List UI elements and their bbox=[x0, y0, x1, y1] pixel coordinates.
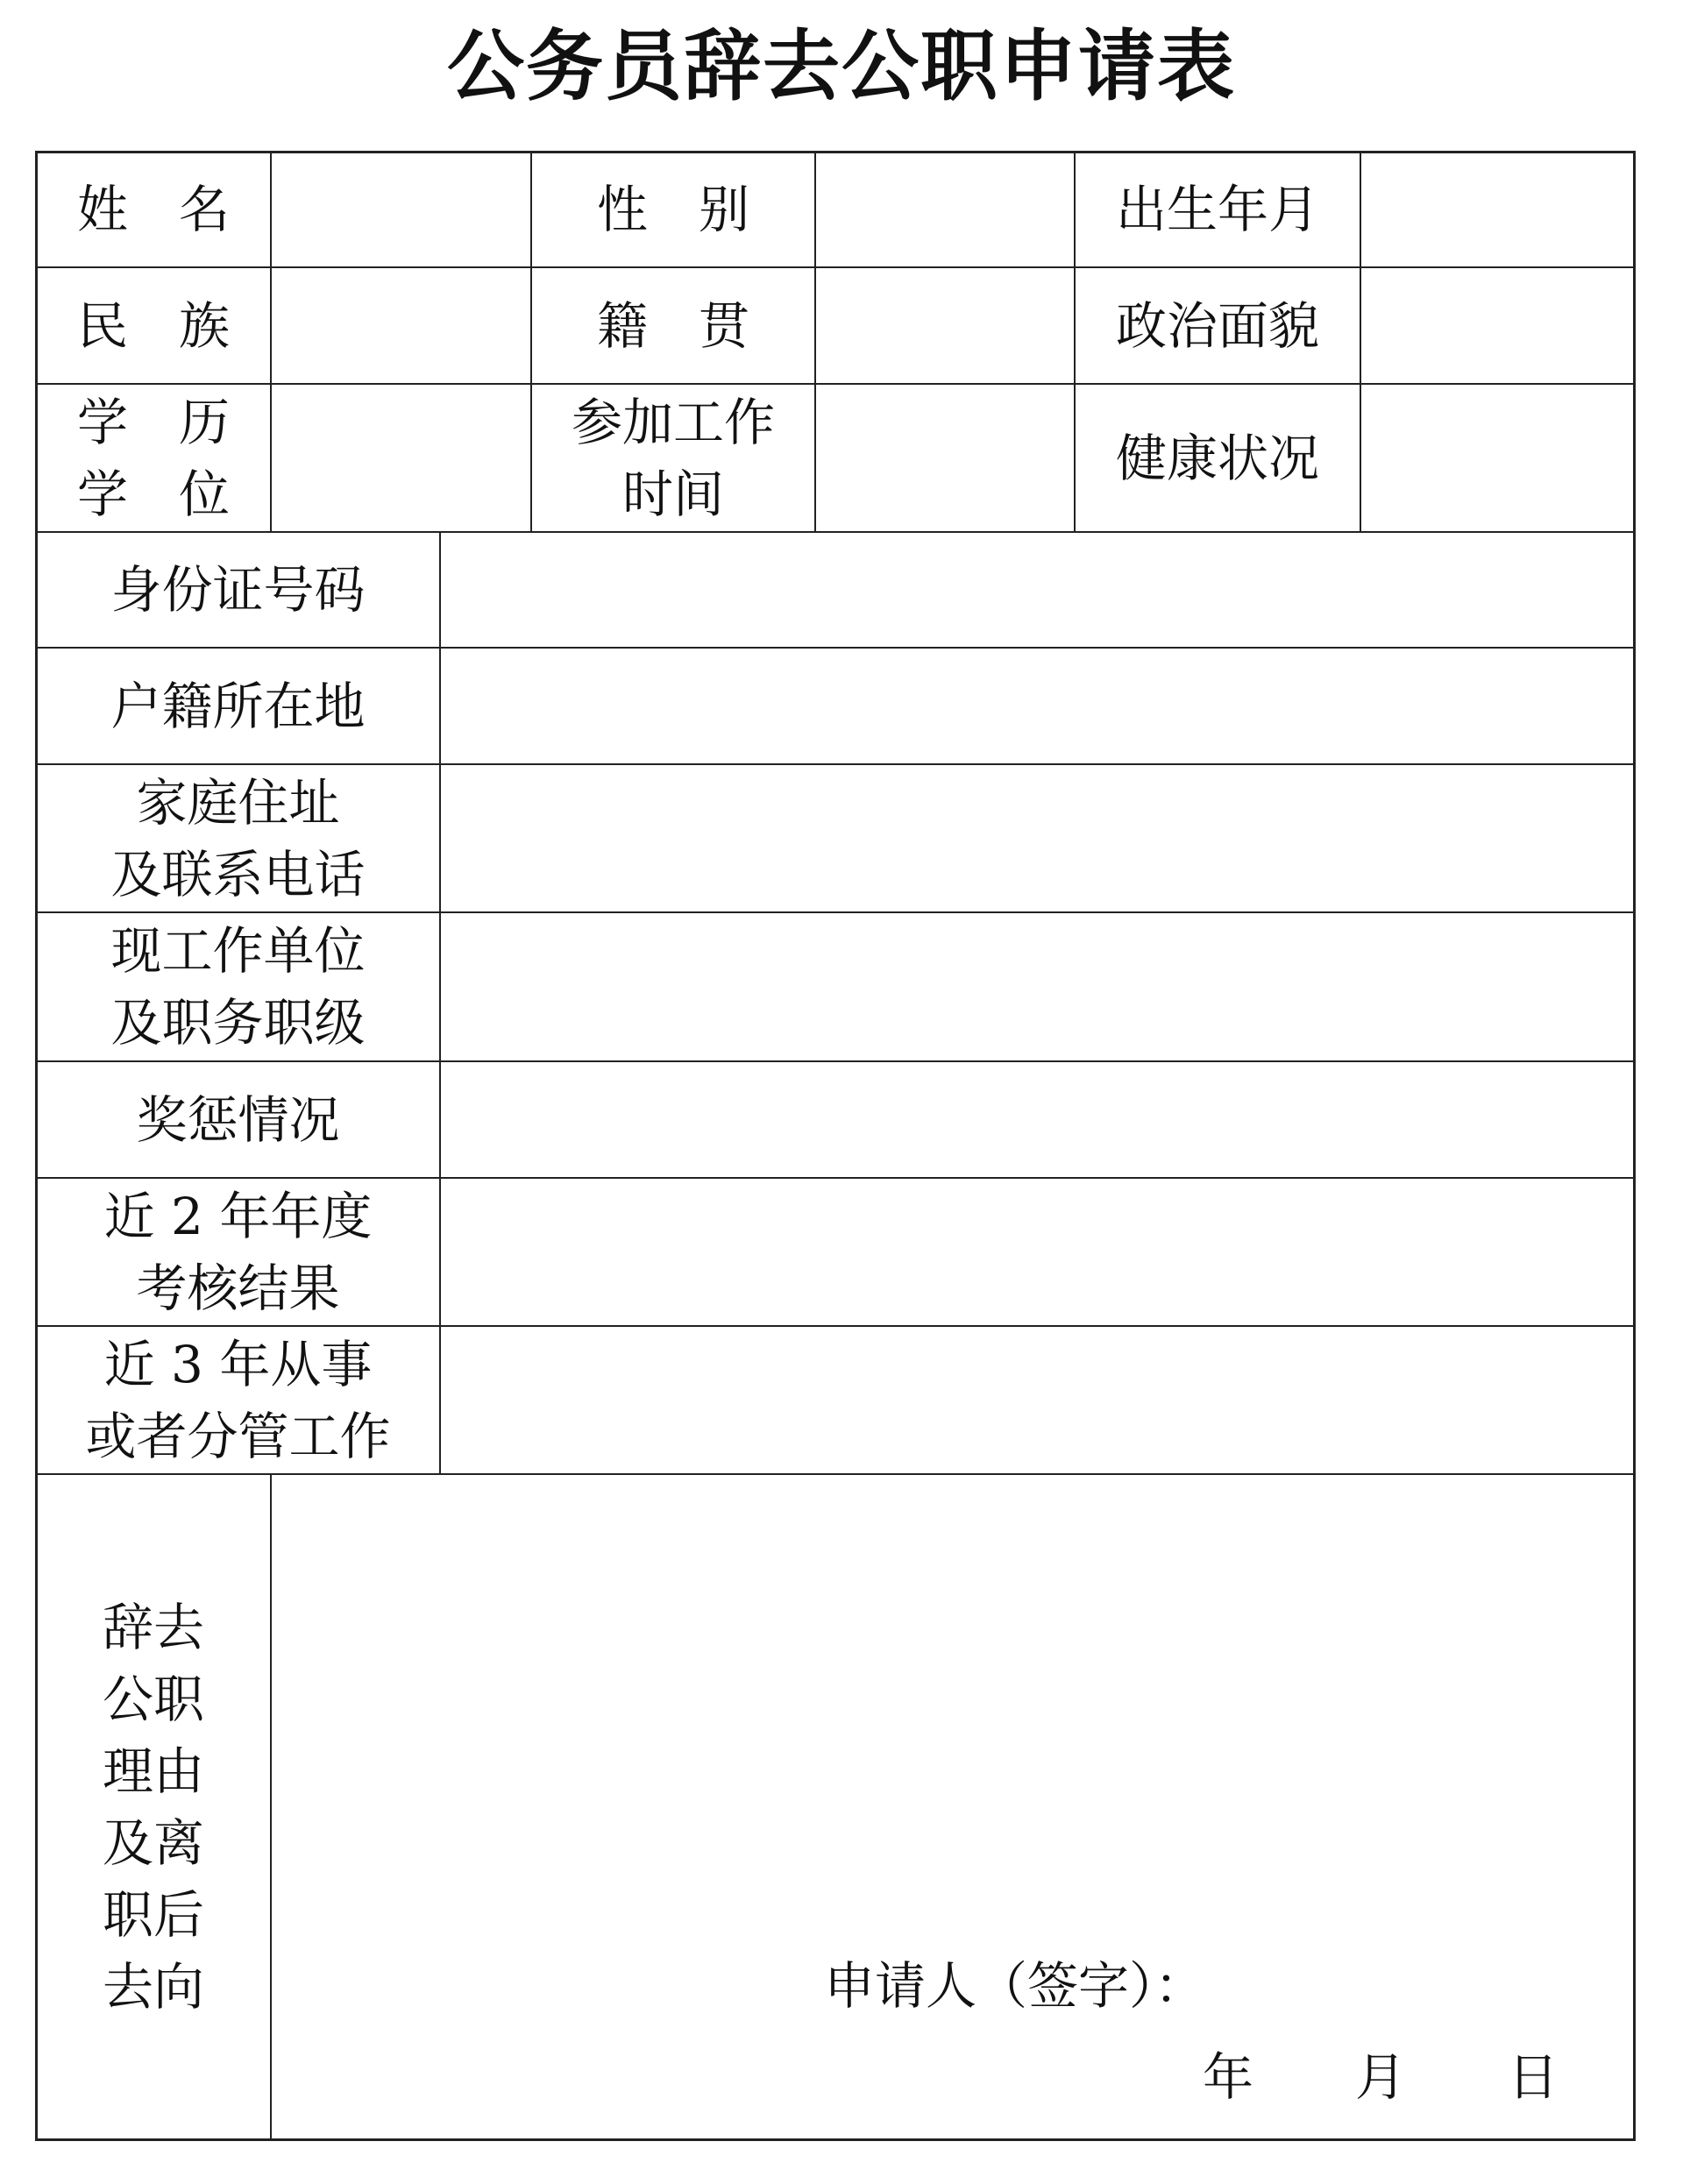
signature-date-label: 年 月 日 bbox=[1203, 2047, 1559, 2107]
work-start-time-label: 参加工作 时间 bbox=[571, 392, 775, 524]
annual-assessment-label: 近 2 年年度 考核结果 bbox=[103, 1186, 373, 1318]
native-place-field[interactable] bbox=[816, 268, 1074, 383]
rewards-punishments-label: 奖惩情况 bbox=[136, 1089, 340, 1150]
address-phone-label: 家庭住址 及联系电话 bbox=[110, 772, 366, 904]
resignation-reason-label: 辞去 公职 理由 及离 职后 去向 bbox=[102, 1597, 204, 2017]
gender-label: 性 别 bbox=[596, 180, 749, 239]
political-status-field[interactable] bbox=[1361, 268, 1634, 383]
household-register-label: 户籍所在地 bbox=[110, 676, 366, 736]
applicant-signature-label: 申请人（签字）： bbox=[824, 1956, 1206, 2016]
gender-field[interactable] bbox=[816, 152, 1074, 266]
birth-date-label: 出生年月 bbox=[1115, 180, 1319, 239]
household-register-field[interactable] bbox=[441, 649, 1634, 763]
id-number-label: 身份证号码 bbox=[110, 560, 366, 620]
native-place-label: 籍 贯 bbox=[596, 295, 749, 356]
work-start-time-field[interactable] bbox=[816, 385, 1074, 531]
recent-duties-label: 近 3 年从事 或者分管工作 bbox=[85, 1334, 391, 1466]
annual-assessment-field[interactable] bbox=[441, 1179, 1634, 1325]
id-number-field[interactable] bbox=[441, 533, 1634, 647]
rewards-punishments-field[interactable] bbox=[441, 1062, 1634, 1177]
ethnicity-label: 民 族 bbox=[76, 295, 230, 356]
resignation-reason-field[interactable] bbox=[272, 1475, 1634, 2138]
name-label: 姓 名 bbox=[76, 180, 230, 239]
form-title: 公务员辞去公职申请表 bbox=[446, 20, 1236, 111]
work-unit-position-field[interactable] bbox=[441, 913, 1634, 1060]
education-degree-field[interactable] bbox=[272, 385, 530, 531]
address-phone-field[interactable] bbox=[441, 765, 1634, 911]
political-status-label: 政治面貌 bbox=[1115, 295, 1319, 356]
health-status-label: 健康状况 bbox=[1115, 428, 1319, 488]
name-field[interactable] bbox=[272, 152, 530, 266]
birth-date-field[interactable] bbox=[1361, 152, 1634, 266]
work-unit-position-label: 现工作单位 及职务职级 bbox=[110, 921, 366, 1053]
health-status-field[interactable] bbox=[1361, 385, 1634, 531]
ethnicity-field[interactable] bbox=[272, 268, 530, 383]
recent-duties-field[interactable] bbox=[441, 1327, 1634, 1473]
education-degree-label: 学 历 学 位 bbox=[76, 392, 230, 524]
